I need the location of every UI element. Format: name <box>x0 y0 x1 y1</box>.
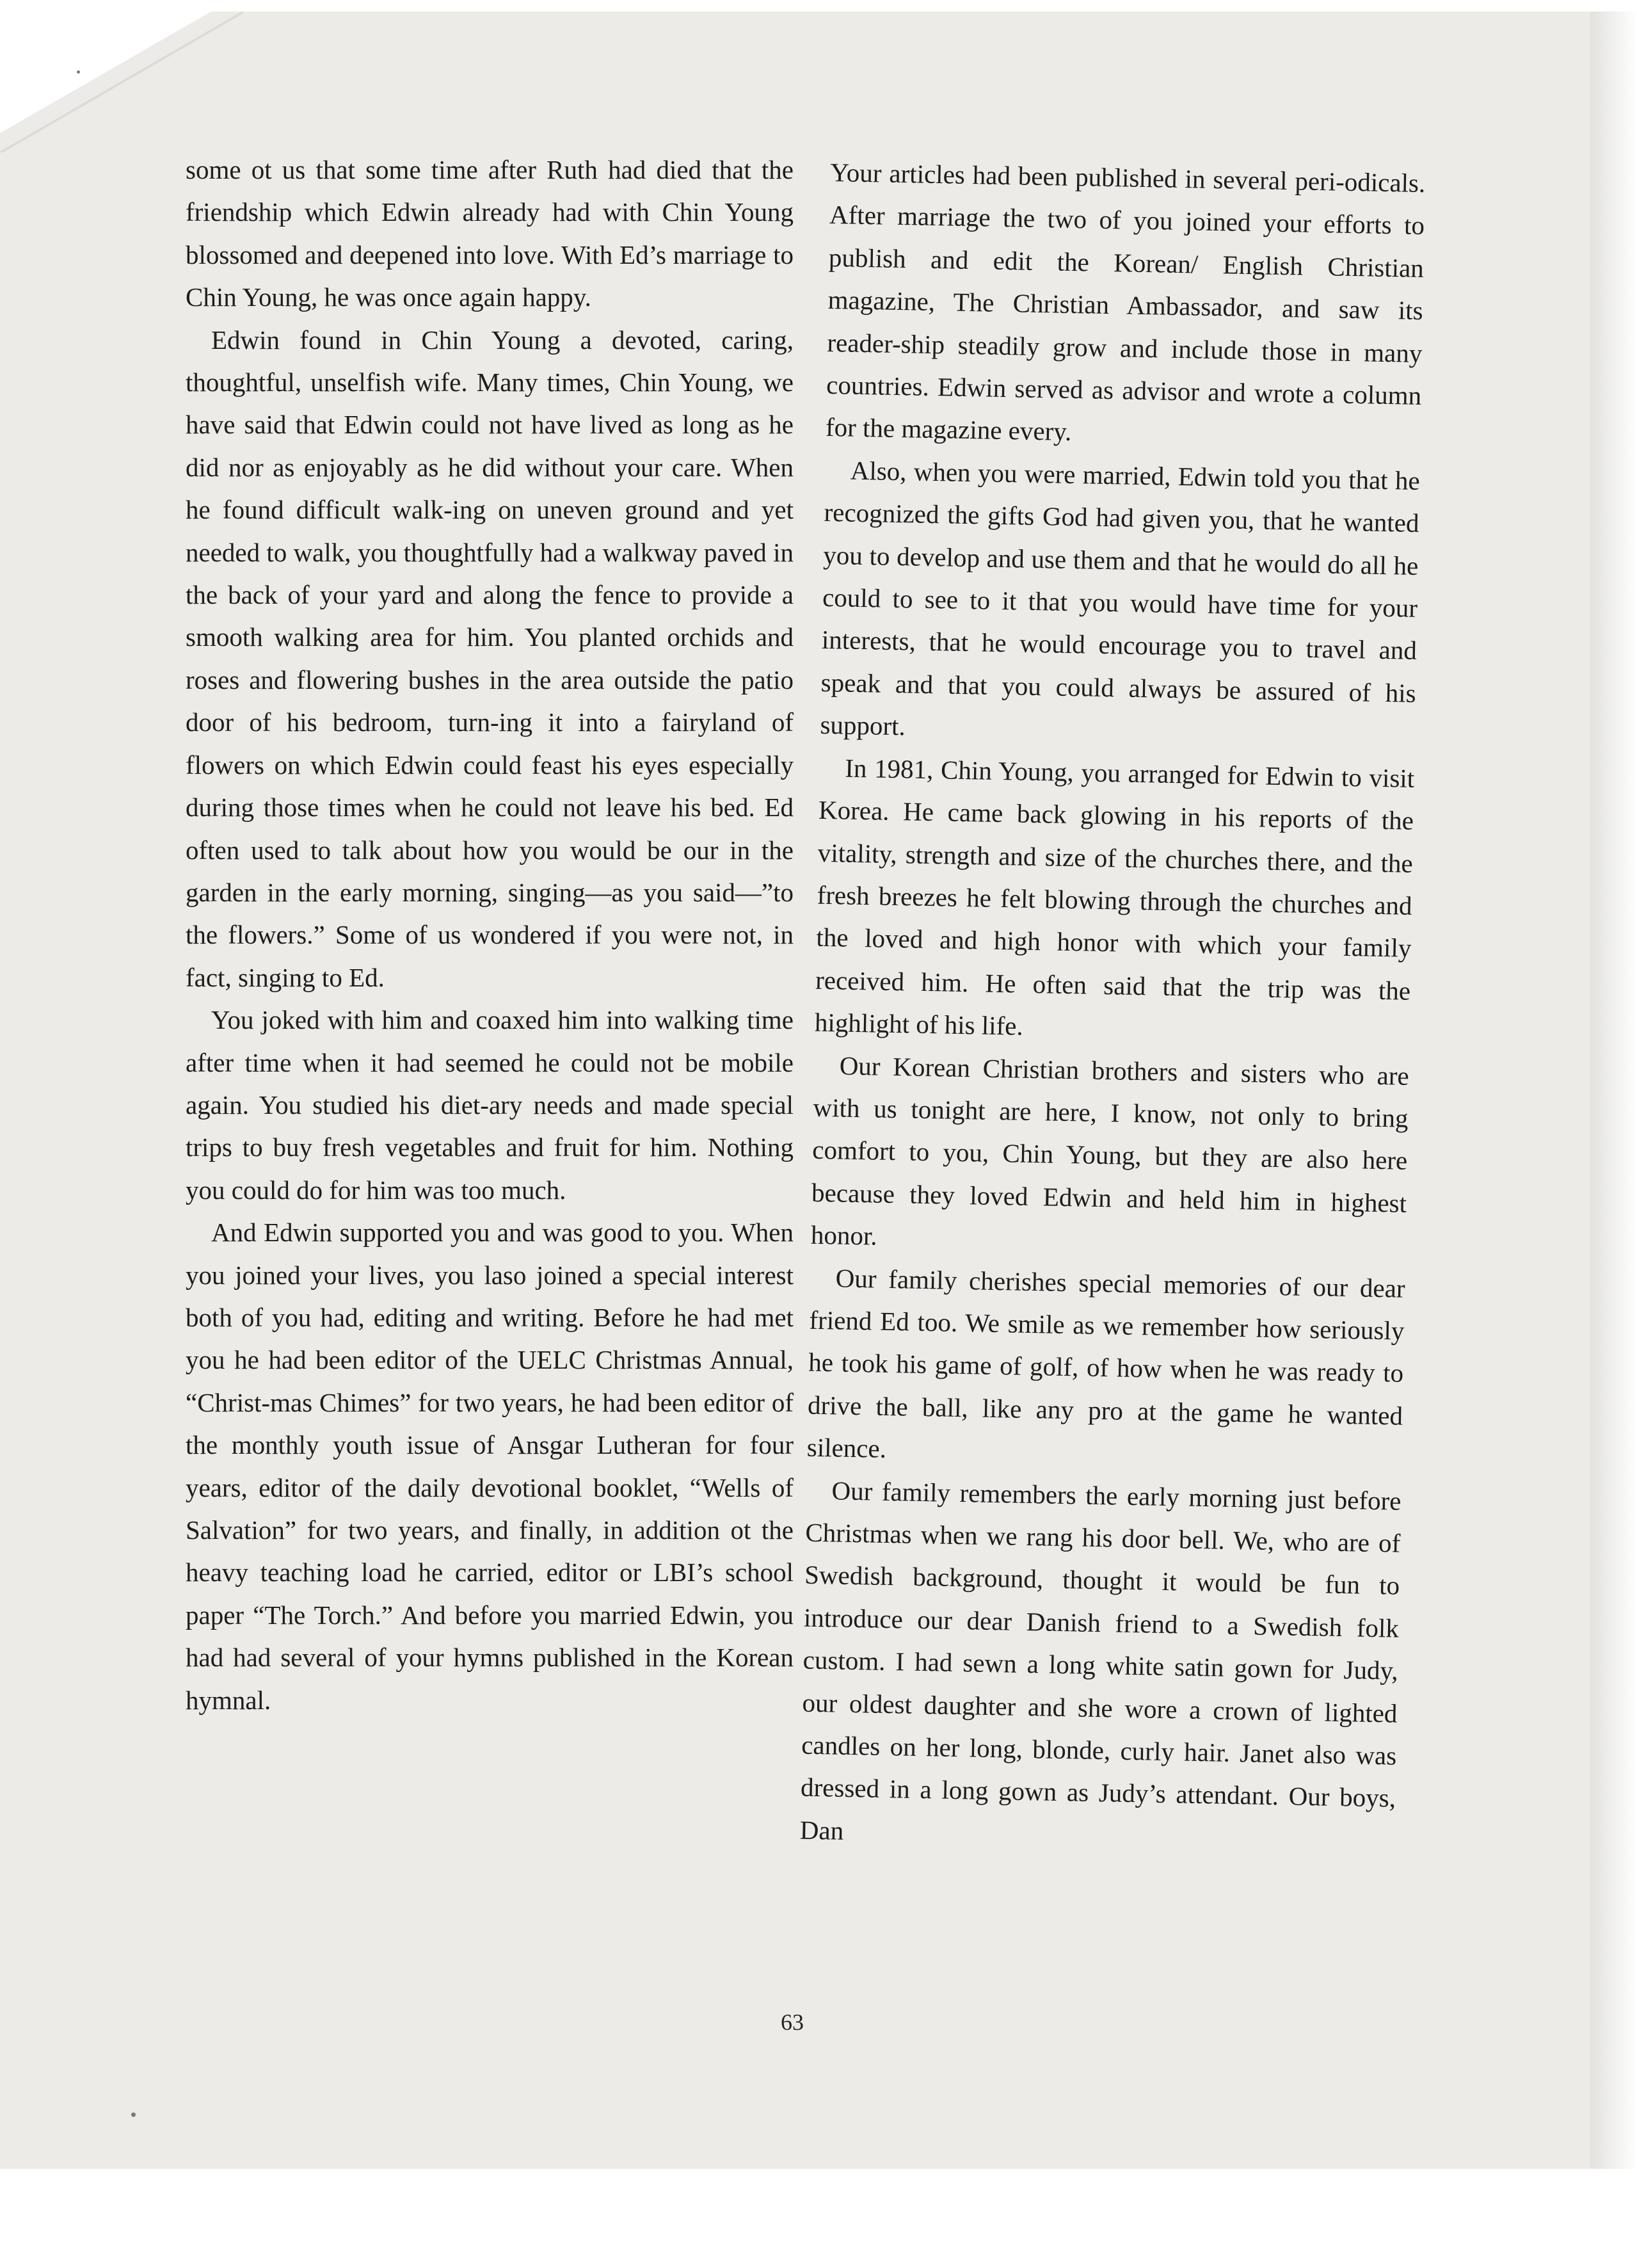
paragraph: Our family remembers the early morning just before Christmas when we rang his door bell. We, who are of Swedish background, thought it would be fun to introduce our dear Danish friend to a Swedish folk custom. I had sewn a long white satin gown for Judy, our oldest daughter and she wore a crown of lighted candles on her long, blonde, curly hair. Janet also was dressed in a long gown as Judy’s attendant. Our boys, Dan <box>799 1475 1401 1846</box>
page-edge <box>1590 12 1637 2169</box>
folded-corner <box>0 12 243 152</box>
paragraph: In 1981, Chin Young, you arranged for Edwin to visit Korea. He came back glowing in his reports of the vitality, strength and size of the churches there, and the fresh breezes he felt blowing through the churches and the loved and high honor with which your family received him. He often said that the trip was the highlight of his life. <box>814 753 1415 1041</box>
paragraph: some ot us that some time after Ruth had died that the friendship which Edwin already had with Chin Young blossomed and deepened into love. With Ed’s marriage to Chin Young, he was once again happy. <box>186 155 794 312</box>
scan-speck <box>131 2112 136 2117</box>
paragraph: Edwin found in Chin Young a devoted, caring, thoughtful, unselfish wife. Many times, Chin Young, we have said that Edwin could not have lived as long as he did nor as enjoyably as he did without your care. When he found difficult walk-ing on uneven ground and yet needed to walk, you thoughtfully had a walkway paved in the back of your yard and along the fence to provide a smooth walking area for him. You planted orchids and roses and flowering bushes in the area outside the patio door of his bedroom, turn-ing it into a fairyland of flowers on which Edwin could feast his eyes especially during those times when he could not leave his bed. Ed often used to talk about how you would be our in the garden in the early morning, singing—as you said—”to the flowers.” Some of us wondered if you were not, in fact, singing to Ed. <box>186 325 794 992</box>
paragraph: You joked with him and coaxed him into walking time after time when it had seemed he could not be mobile again. You studied his diet-ary needs and made special trips to buy fresh vegetables and fruit for him. Nothing you could do for him was too much. <box>186 1005 794 1205</box>
paragraph: And Edwin supported you and was good to you. When you joined your lives, you laso joined a special interest both of you had, editing and writing. Before he had met you he had been editor of the UELC Christmas Annual, “Christ-mas Chimes” for two years, he had been editor of the monthly youth issue of Ansgar Lutheran for four years, editor of the daily devotional booklet, “Wells of Salvation” for two years, and finally, in addition ot the heavy teaching load he carried, editor or LBI’s school paper “The Torch.” And before you married Edwin, you had had several of your hymns published in the Korean hymnal. <box>186 1218 794 1715</box>
left-text-column <box>186 149 794 1721</box>
paragraph: Also, when you were married, Edwin told you that he recognized the gifts God had given you, that he wanted you to develop and use them and that he would do all he could to see to it that you would have time for your interests, that he would encourage you to travel and speak and that you could always be assured of his support. <box>820 455 1421 741</box>
page-number: 63 <box>781 2009 804 2035</box>
scan-speck <box>77 70 80 74</box>
paragraph: Our Korean Christian brothers and sisters who are with us tonight are here, I know, not only to bring comfort to you, Chin Young, but they are also here because they loved Edwin and held him in highest honor. <box>810 1050 1410 1251</box>
paragraph: Our family cherishes special memories of our dear friend Ed too. We smile as we remember how seriously he took his game of golf, of how when he was ready to drive the ball, like any pro at the game he wanted silence. <box>806 1263 1406 1464</box>
scan-margin-bottom <box>0 2169 1637 2268</box>
paragraph: Your articles had been published in several peri-odicals. After marriage the two of you joined your efforts to publish and edit the Korean/ English Christian magazine, The Christian Ambassador, and saw its reader-ship steadily grow and include those in many countries. Edwin served as advisor and wrote a column for the magazine every. <box>825 157 1426 447</box>
right-text-column <box>799 151 1426 1862</box>
